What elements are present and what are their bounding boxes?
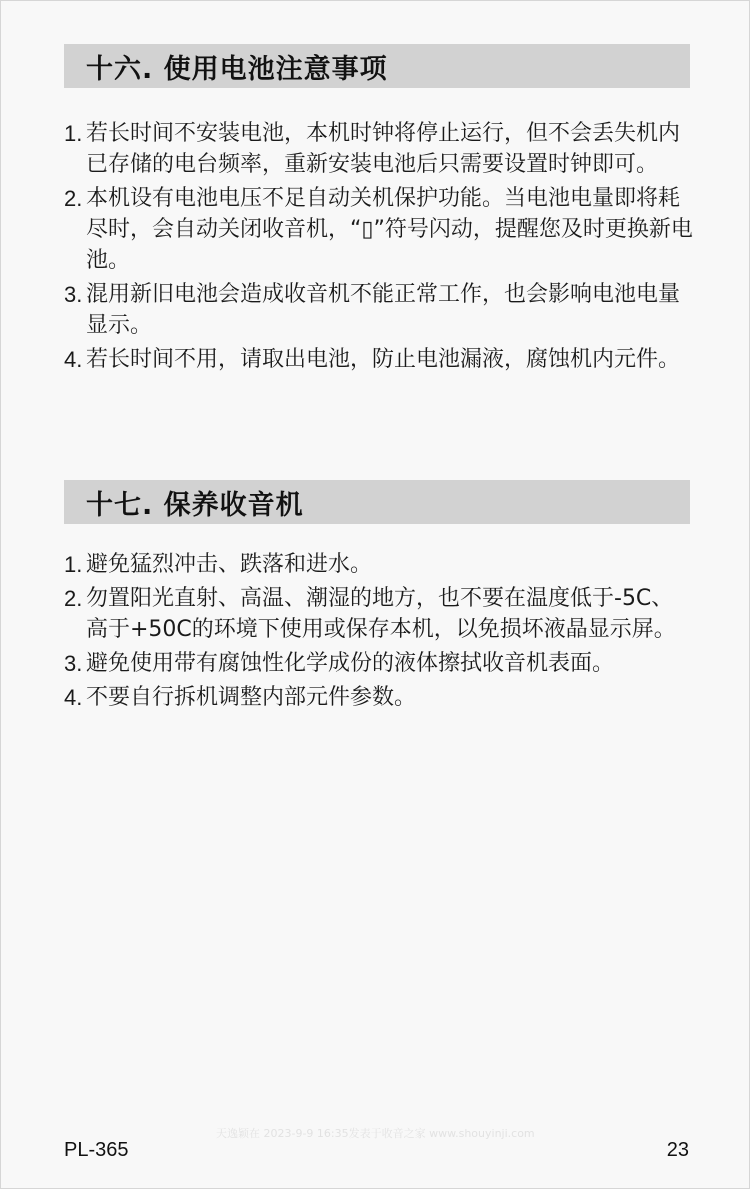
item-text: 若长时间不安装电池，本机时钟将停止运行，但不会丢失机内已存储的电台频率，重新安装电池后只需要设置时钟即可。 xyxy=(86,121,681,177)
item-number: 3. xyxy=(64,651,83,676)
item-number: 1. xyxy=(64,121,83,146)
list-item xyxy=(64,682,694,713)
item-text: 勿置阳光直射、高温、潮湿的地方，也不要在温度低于-5C、高于+50C的环境下使用或保存本机，以免损坏液晶显示屏。 xyxy=(86,586,676,642)
list-item xyxy=(64,344,694,375)
item-text: 不要自行拆机调整内部元件参数。 xyxy=(86,685,417,710)
item-text: 若长时间不用，请取出电池，防止电池漏液，腐蚀机内元件。 xyxy=(86,347,681,372)
section-17-title: 十七. 保养收音机 xyxy=(86,489,304,521)
item-number: 2. xyxy=(64,186,83,211)
section-16-title: 十六. 使用电池注意事项 xyxy=(86,53,388,85)
list-item xyxy=(64,648,694,679)
model-number: PL-365 xyxy=(64,1139,129,1161)
section-16-header xyxy=(64,44,690,88)
list-item xyxy=(64,183,694,276)
list-item xyxy=(64,279,694,341)
item-text: 避免使用带有腐蚀性化学成份的液体擦拭收音机表面。 xyxy=(86,651,615,676)
section-16-list xyxy=(64,118,694,378)
forum-watermark: 天逸颖在 2023-9-9 16:35发表于收音之家 www.shouyinji.com xyxy=(216,1127,535,1140)
list-item xyxy=(64,583,694,645)
page-number: 23 xyxy=(666,1139,689,1161)
item-number: 3. xyxy=(64,282,83,307)
item-text: 本机设有电池电压不足自动关机保护功能。当电池电量即将耗尽时，会自动关闭收音机，“▯”符号闪动，提醒您及时更换新电池。 xyxy=(86,186,693,273)
section-17-header xyxy=(64,480,690,524)
item-text: 混用新旧电池会造成收音机不能正常工作，也会影响电池电量显示。 xyxy=(86,282,681,338)
item-text: 避免猛烈冲击、跌落和进水。 xyxy=(86,552,373,577)
item-number: 4. xyxy=(64,685,83,710)
item-number: 2. xyxy=(64,586,83,611)
item-number: 1. xyxy=(64,552,83,577)
section-17-list xyxy=(64,549,694,716)
list-item xyxy=(64,549,694,580)
item-number: 4. xyxy=(64,347,83,372)
list-item xyxy=(64,118,694,180)
